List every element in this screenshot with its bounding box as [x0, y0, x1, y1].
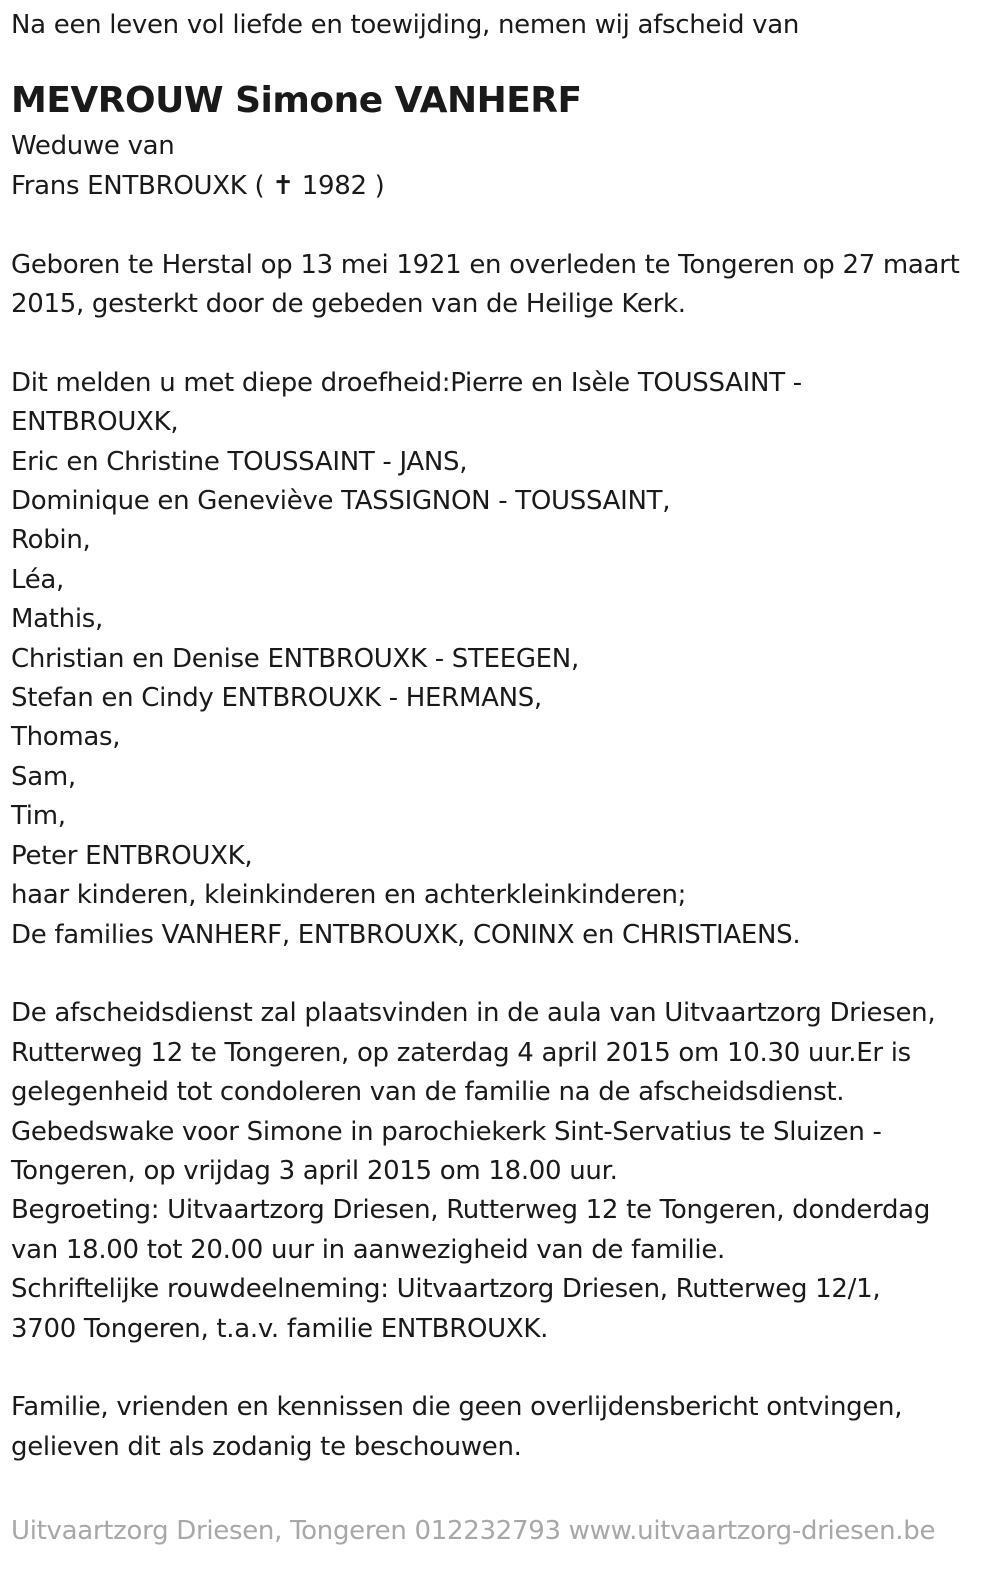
service-line: Gebedswake voor Simone in parochiekerk Sint-Servatius te Sluizen -	[11, 1116, 882, 1147]
spacer	[11, 955, 991, 994]
funeral-home-footer: Uitvaartzorg Driesen, Tongeren 012232793 www.uitvaartzorg-driesen.be	[11, 1516, 936, 1546]
spouse-line: Frans ENTBROUXK ( ✝ 1982 )	[11, 170, 385, 201]
paragraph-line: Geboren te Herstal op 13 mei 1921 en overleden te Tongeren op 27 maart	[11, 249, 960, 280]
spacer	[11, 1349, 991, 1388]
mourner-line: Peter ENTBROUXK,	[11, 840, 253, 871]
mourner-line: De families VANHERF, ENTBROUXK, CONINX en CHRISTIAENS.	[11, 919, 801, 950]
mourner-line: Thomas,	[11, 722, 121, 753]
service-line: 3700 Tongeren, t.a.v. familie ENTBROUXK.	[11, 1313, 549, 1344]
paragraph-line: 2015, gesterkt door de gebeden van de Heilige Kerk.	[11, 289, 686, 320]
mourner-line: Robin,	[11, 525, 91, 556]
mourner-line: Sam,	[11, 761, 76, 792]
birth-death-paragraph	[11, 246, 991, 325]
death-notice	[11, 0, 991, 1467]
service-line: van 18.00 tot 20.00 uur in aanwezigheid van de familie.	[11, 1234, 726, 1265]
service-line: Rutterweg 12 te Tongeren, op zaterdag 4 april 2015 om 10.30 uur.Er is	[11, 1037, 911, 1068]
closing-line: Familie, vrienden en kennissen die geen overlijdensbericht ontvingen,	[11, 1392, 903, 1423]
closing-line: gelieven dit als zodanig te beschouwen.	[11, 1431, 522, 1462]
mourner-line: Léa,	[11, 564, 65, 595]
closing-note	[11, 1388, 991, 1467]
deceased-name: MEVROUW Simone VANHERF	[11, 80, 582, 122]
mourner-line: Dominique en Geneviève TASSIGNON - TOUSSAINT,	[11, 486, 671, 517]
service-line: Schriftelijke rouwdeelneming: Uitvaartzorg Driesen, Rutterweg 12/1,	[11, 1274, 881, 1305]
mourner-line: Tim,	[11, 801, 66, 832]
service-line: De afscheidsdienst zal plaatsvinden in de aula van Uitvaartzorg Driesen,	[11, 998, 936, 1029]
mourner-line: Mathis,	[11, 604, 103, 635]
service-details	[11, 994, 991, 1349]
mourner-line: Dit melden u met diepe droefheid:Pierre en Isèle TOUSSAINT -	[11, 367, 802, 398]
spacer	[11, 324, 991, 363]
mourner-line: Eric en Christine TOUSSAINT - JANS,	[11, 446, 468, 477]
service-line: Begroeting: Uitvaartzorg Driesen, Rutterweg 12 te Tongeren, donderdag	[11, 1195, 931, 1226]
mourners-list	[11, 364, 991, 955]
mourner-line: Christian en Denise ENTBROUXK - STEEGEN,	[11, 643, 579, 674]
mourner-line: ENTBROUXK,	[11, 407, 179, 438]
widow-label: Weduwe van	[11, 131, 175, 162]
service-line: Tongeren, op vrijdag 3 april 2015 om 18.00 uur.	[11, 1155, 618, 1186]
spacer	[11, 206, 991, 245]
mourner-line: haar kinderen, kleinkinderen en achterkleinkinderen;	[11, 880, 687, 911]
intro-text: Na een leven vol liefde en toewijding, nemen wij afscheid van	[11, 10, 800, 40]
service-line: gelegenheid tot condoleren van de familie na de afscheidsdienst.	[11, 1077, 845, 1108]
mourner-line: Stefan en Cindy ENTBROUXK - HERMANS,	[11, 683, 542, 714]
